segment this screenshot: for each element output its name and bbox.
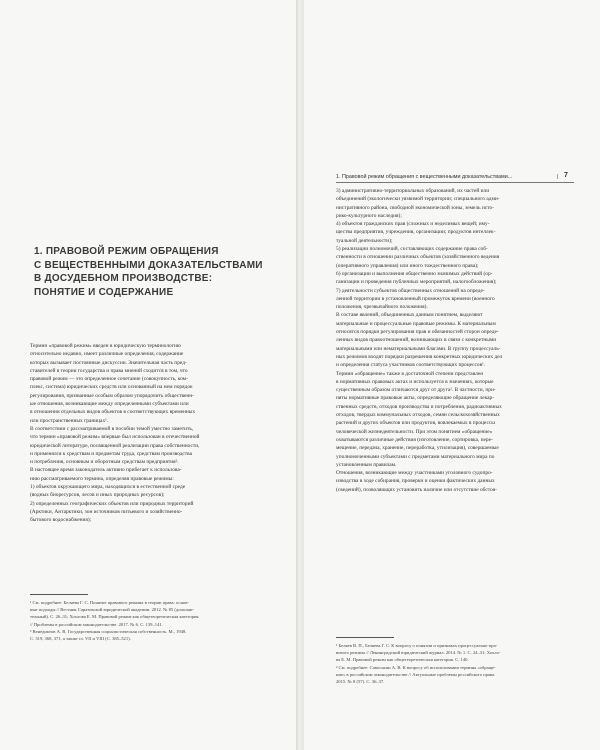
chapter-title [34, 245, 274, 299]
footnote-line: ¹ См. подробнее: Беляева Г. С. Понятие правового режима в теории права: основ- [30, 600, 189, 605]
text-line: ставителей в теории государства и права мнений сходится в том, что [30, 367, 188, 374]
text-line: ных режимов входят порядки разрешения конкретных юридических дел [336, 353, 503, 360]
footnote-line: ² См. подробнее: Савоськин А. В. К вопросу об использовании термина «обраще- [336, 664, 496, 670]
text-line: и определения статуса участников соответствующих процессов¹. [336, 362, 486, 369]
footnote-divider [336, 637, 394, 638]
left-page-body [30, 342, 268, 525]
footnote-line: ² Венедиктов А. В. Государственная социалистическая собственность. М., 1948. [30, 628, 187, 634]
text-line: материальными или нематериальными благами. В группу процессуаль- [336, 345, 501, 352]
text-line: нию рассматриваемого термина, определяя правовые режимы: [30, 475, 174, 482]
text-line: 7) деятельности субъектов общественных отношений на опреде- [336, 287, 485, 294]
footnote-line: ¹ Беляев В. П., Беляева Г. С. К вопросу о понятии и признаках процессуально-пра- [336, 643, 498, 648]
text-line: (оперативного управления) или иного тождественного права); [336, 262, 479, 269]
text-line: 3) административно-территориальных образований, их частей или [336, 188, 490, 194]
text-line: В составе явлений, объединенных данным понятием, выделяют [336, 312, 483, 319]
text-line: (водных биоресурсов, лесов и иных природных ресурсов); [30, 492, 165, 499]
text-line: щества предприятия, учреждения, организации; продуктов интеллек- [336, 229, 496, 236]
text-line: плекс, система) юридических средств или основанный на нем порядок [30, 384, 193, 391]
text-line: ственных средств, отходов производства и потребления, радиоактивных [336, 403, 502, 410]
footnote-line: ва Е. М. Правовой режим как общетеоретическая категория. С. 140. [336, 657, 469, 663]
right-page-body [336, 187, 574, 494]
footnote-line: С. 319, 368, 371, а также гл. VII и VIII (С. 385–521). [30, 636, 131, 642]
running-head-rule [336, 182, 574, 183]
text-line: ые отношения, возникающие между определенными субъектами или [30, 401, 189, 408]
text-line: 6) организации и выполнения общественно значимых действий (ор- [336, 270, 493, 277]
text-line: бытового водоснабжения); [30, 517, 92, 524]
text-line: 1) объектов окружающего мира, находящихся в естественной среде [30, 484, 186, 491]
text-line: и потребления, основным и оборотным средствам предприятия². [30, 459, 179, 466]
right-page-footnotes [336, 642, 574, 685]
text-line: 2) определенных географических объектов или природных территорий [30, 500, 194, 507]
footnote-line: ные подходы // Вестник Саратовской юридической академии. 2012. № 85 (дополни- [30, 607, 194, 613]
text-line: туальной деятельности); [336, 237, 393, 244]
text-line: относятся порядки регулирования прав и обязанностей сторон опреде- [336, 329, 499, 336]
text-line: изводства в ходе собирания, проверки и оценки фактических данных [336, 478, 495, 485]
text-line: 5) реализации полномочий, составляющих содержание права соб- [336, 246, 488, 253]
text-line: правовой режим — это определенное сочетание (совокупность, ком- [30, 376, 188, 383]
text-line: растений и других объектов или продуктов, вовлекаемых в процессы [336, 420, 495, 427]
text-line: в отношении отдельных видов объектов в соответствующих временных [30, 409, 196, 416]
text-line: ганизации и проведения публичных мероприятий, налогообложения); [336, 279, 497, 286]
running-head-separator: | [557, 174, 559, 180]
running-head [336, 173, 574, 181]
text-line: (сведений), позволяющих установить наличие или отсутствие обстоя- [336, 486, 497, 493]
text-line: рико-культурного наследия); [336, 212, 402, 219]
text-line: отходов, твердых коммунальных отходов, семян сельскохозяйственных [336, 412, 500, 419]
text-line: мещение, передача, хранение, переработка, утилизация), совершаемые [336, 445, 499, 452]
text-line: установленным правилам. [336, 461, 397, 468]
text-line: 4) объектов гражданских прав (сложных и неделимых вещей; иму- [336, 221, 490, 228]
text-line: уполномоченными субъектами с предметами материального мира по [336, 453, 495, 460]
text-line: регулирования, призванные особым образом упорядочить общественн- [30, 392, 194, 399]
text-line: В соответствии с рассматриваемой в пособии темой уместно заметить, [30, 425, 194, 432]
footnote-line: ние» в российском законодательстве // Актуальные проблемы российского права. [336, 671, 496, 677]
text-line: относительно недавно, имеет различные определения, содержание [30, 351, 184, 358]
text-line: Термин «правовой режим» введен в юридическую терминологию [30, 343, 181, 349]
text-line: в нормативных правовых актах и используется в значениях, которые [336, 378, 494, 385]
text-line: которых вызывает постоянные дискуссии. Значительная часть пред- [30, 359, 187, 366]
footnote-line: 2015. № 8 (57). С. 36–37. [336, 679, 385, 685]
text-line: ленной территории в установленный промежуток времени (военного [336, 295, 495, 302]
chapter-title-line: ПОНЯТИЕ И СОДЕРЖАНИЕ [34, 286, 174, 298]
text-line: человеческой жизнедеятельности. При этом понятием «обращение» [336, 428, 493, 435]
left-page [0, 0, 296, 750]
text-line: охватываются различные действия (изготовление, сортировка, пере- [336, 436, 493, 443]
text-line: ственности в отношении различных объектов (хозяйственного ведения [336, 254, 500, 261]
page-number: 7 [564, 172, 568, 179]
text-line: что термин «правовой режим» впервые был использован в отечественной [30, 434, 200, 441]
chapter-title-line: С ВЕЩЕСТВЕННЫМИ ДОКАЗАТЕЛЬСТВАМИ [34, 259, 263, 271]
footnote-line: вового режима // Ленинградский юридический журнал. 2014. № 1. С. 24–31; Хохло- [336, 650, 501, 656]
running-head-title: 1. Правовой режим обращения с вещественными доказательствами... [336, 174, 513, 180]
text-line: существенным образом отличаются друг от друга². В частности, при- [336, 387, 496, 394]
footnote-line: тельный). С. 26–31; Хохлова Е. М. Правовой режим как общетеоретическая категория [30, 614, 199, 620]
book-gutter [296, 0, 304, 750]
text-line: положения, чрезвычайного положения). [336, 304, 428, 311]
chapter-title-line: В ДОСУДЕБНОМ ПРОИЗВОДСТВЕ: [34, 273, 213, 284]
text-line: материальные и процессуальные правовые режимы. К материальным [336, 320, 496, 327]
chapter-title-line: 1. ПРАВОВОЙ РЕЖИМ ОБРАЩЕНИЯ [34, 246, 219, 257]
text-line: няты нормативные правовые акты, определяющие обращение лекар- [336, 395, 495, 402]
text-line: Отношения, возникающие между участниками уголовного судопро- [336, 470, 493, 477]
text-line: (Арктики, Антарктики, зон источников питьевого и хозяйственно- [30, 508, 183, 515]
text-line: и применялся к средствам и предметам труда, средствам производства [30, 450, 192, 457]
text-line: ленных видов правоотношений, возникающих в связи с конкретными [336, 337, 497, 344]
text-line: или пространственных границах¹. [30, 417, 109, 424]
text-line: нистративного района, свободной экономической зоны, земель исто- [336, 204, 494, 211]
text-line: Термин «обращение» также в достаточной степени представлен [336, 370, 484, 377]
left-page-footnotes [30, 599, 268, 642]
footnote-divider [30, 594, 88, 595]
text-line: юридической литературе, посвященной реализации права собственности, [30, 442, 200, 449]
text-line: В настоящее время законодатель активно прибегает к использова- [30, 467, 182, 474]
footnote-line: // Проблемы в российском законодательстве. 2017. № 6. С. 139–141. [30, 621, 163, 627]
text-line: объединений (экологически уязвимой территории; специального адми- [336, 196, 500, 203]
